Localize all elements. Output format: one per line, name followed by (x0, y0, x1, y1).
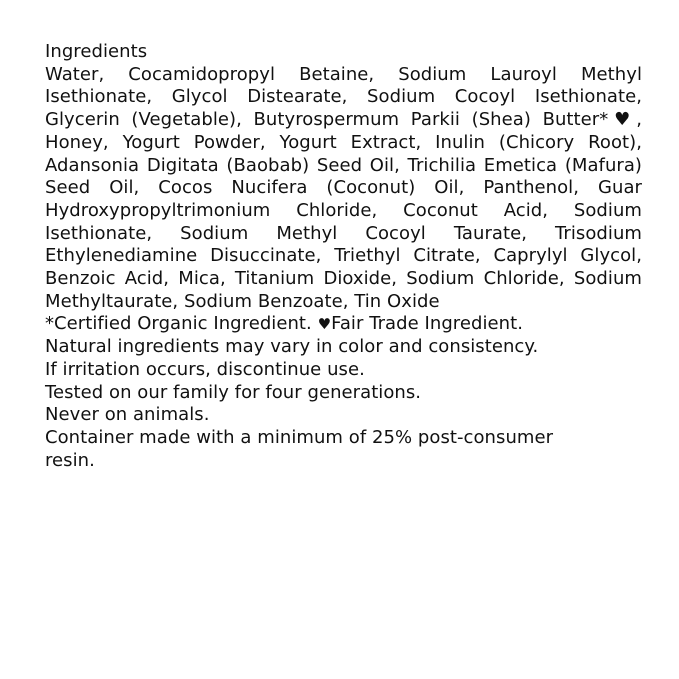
ingredients-heading: Ingredients (45, 41, 148, 62)
fair-trade-note: Fair Trade Ingredient. (331, 313, 523, 335)
natural-variation-note: Natural ingredients may vary in color and consistency. (45, 336, 539, 358)
animal-testing-note: Never on animals. (45, 404, 210, 426)
family-tested-note: Tested on our family for four generations. (45, 381, 422, 403)
ingredients-list: Water, Cocamidopropyl Betaine, Sodium Lauroyl Methyl Isethionate, Glycol Distearate, Sodium Cocoyl Isethionate, Glycerin (Vegetable), Butyrospermum Parkii (Shea) Butter*♥, Honey, Yogurt Powder, Yogurt Extract, Inulin (Chicory Root), Adansonia Digitata (Baobab) Seed Oil, Trichilia Emetica (Mafura) Seed Oil, Cocos Nucifera (Coconut) Oil, Panthenol, Guar Hydroxypropyltrimonium Chloride, Coconut Acid, Sodium Isethionate, Sodium Methyl Cocoyl Taurate, Trisodium Ethylenediamine Disuccinate, Triethyl Citrate, Caprylyl Glycol, Benzoic Acid, Mica, Titanium Dioxide, Sodium Chloride, Sodium Methyltaurate, Sodium Benzoate, Tin Oxide (45, 63, 642, 312)
ingredients-label (45, 41, 642, 472)
certified-organic-note: *Certified Organic Ingredient. (45, 313, 312, 335)
heart-icon: ♥ (317, 315, 332, 334)
legend-line (45, 313, 642, 336)
irritation-warning: If irritation occurs, discontinue use. (45, 358, 365, 380)
container-note-line-2: resin. (45, 449, 95, 471)
container-note-line-1: Container made with a minimum of 25% post-consumer (45, 426, 554, 448)
